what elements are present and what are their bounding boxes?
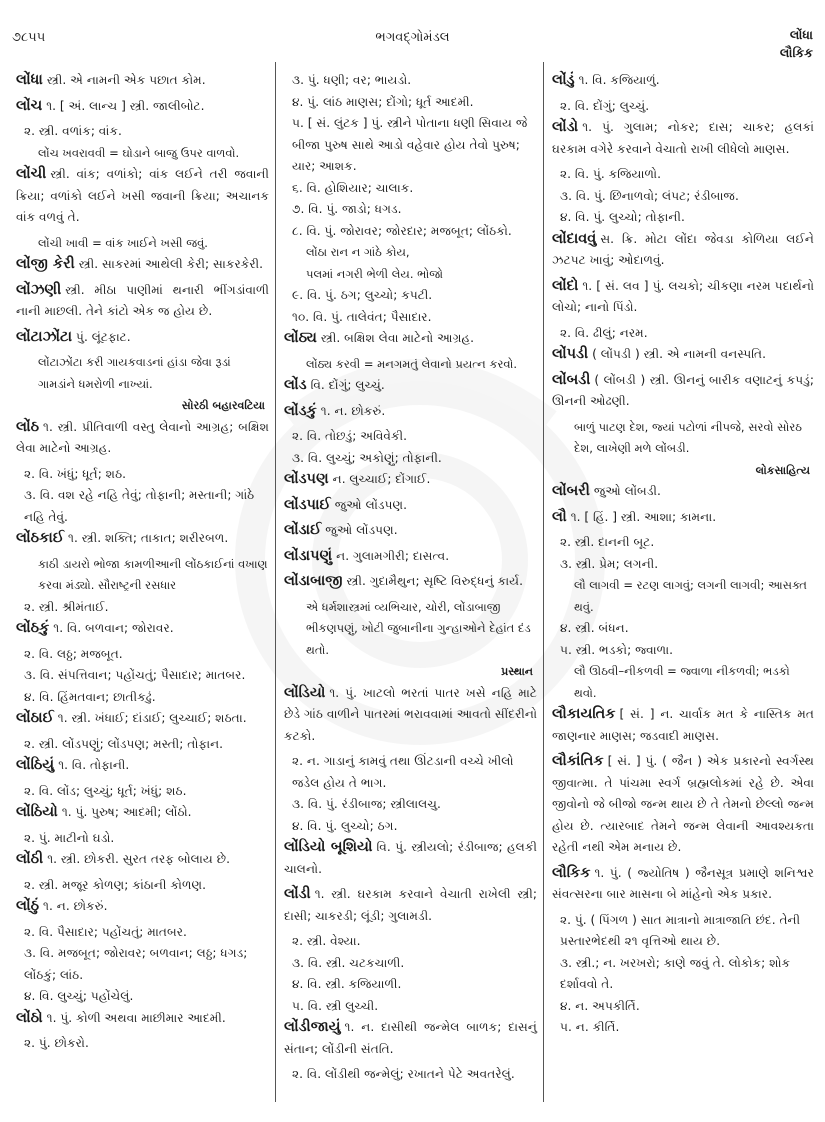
dictionary-entry — [16, 254, 269, 276]
definition-text: સ્ત્રી. સાકરમાં આથેલી કેરી; સાકરકેરી. — [78, 257, 264, 271]
headword: લોંડું — [552, 72, 575, 88]
definition-text: ૧. [ હિં. ] સ્ત્રી. આશા; કામના. — [570, 509, 717, 524]
definition-text: [ સં. ] ન. ચાર્વાક મત કે નાસ્તિક મત જાણનાર માણસ; જડવાદી માણસ. — [552, 707, 814, 743]
definition-text: જુઓ લોંબડી. — [593, 484, 661, 498]
dictionary-entry — [16, 70, 269, 92]
dictionary-entry — [552, 276, 814, 319]
headword: લોંડાપણું — [284, 547, 333, 564]
definition-text: ૧. પું. ખાટલો ભરતાં પાતર ખસે નહિ માટે છેડે ગાંઠ વાળીને પાતરમાં ભરાવવામાં આવતો સીંદરીનો કટકો. — [284, 685, 537, 743]
dictionary-entry — [284, 520, 537, 542]
definition-text: પું. લૂંટફાટ. — [76, 329, 131, 344]
sense-line: ૧૦. વિ. પું. તાલેવંત; પૈસાદાર. — [292, 309, 432, 324]
definition-text: ( લોંબડી ) સ્ત્રી. ઊનનું બારીક વણાટનું કપડું; ઊનની ઓઢણી. — [552, 372, 814, 408]
sense-line: ૮. વિ. પું. જોરાવર; જોરદાર; મજબૂત; લોંઠકો. — [292, 223, 512, 238]
definition-text: ૧. સ્ત્રી. છોકરી. સુરત તરફ બોલાય છે. — [47, 852, 231, 866]
definition-text: સ્ત્રી. એ નામની એક પછાત કોમ. — [46, 73, 206, 87]
dictionary-entry — [552, 751, 814, 859]
dictionary-entry — [16, 164, 269, 229]
sense-line: ૫. વિ. સ્ત્રી લુચ્ચી. — [292, 998, 379, 1013]
sense-line: ૨. વિ. પૈસાદાર; પહોંચતું; માતબર. — [24, 924, 187, 939]
dictionary-entry — [284, 1017, 537, 1060]
definition-text: ૧. પું. ( જ્યોતિષ ) જૈનસૂત્ર પ્રમાણે શનિશ્વર સંવત્સરના બાર માસના બે માંહેનો એક પ્રકાર. — [552, 865, 814, 901]
definition-text: ૧. સ્ત્રી. ખંધાઈ; દાંડાઈ; લુચ્ચાઈ; શઠતા. — [57, 711, 247, 725]
headword: લોંડાઈ — [284, 522, 322, 538]
guide-words — [780, 26, 813, 62]
headword: લોંડી — [284, 886, 311, 902]
headword: લોંડકું — [284, 402, 317, 419]
sense-line: ૫. સ્ત્રી. ભડકો; જ્વાળા. — [560, 642, 674, 657]
definition-text: જુઓ લોંડપણ. — [325, 523, 398, 537]
source-citation: પ્રસ્થાન — [501, 665, 533, 678]
dictionary-entry — [552, 370, 814, 413]
sense-line: ૩. વિ. વશ રહે નહિ તેવું; તોફાની; મસ્તાની; ગાંઠે નહિ તેવું. — [24, 488, 255, 524]
page-header — [0, 0, 825, 70]
definition-text: ૧. વિ. તોફાની. — [58, 758, 130, 772]
sense-line: ૫. ન. કીર્તિ. — [560, 1020, 620, 1034]
sense-line: ૫. [ સં. લુંટક ] પું. સ્ત્રીને પોતાના ધણી સિવાય જે બીજા પુરુષ સાથે આડો વહેવાર હોય તેવો પુરુષ; યાર; આશક. — [292, 116, 528, 173]
headword: લોંડિયો બૂશિયો — [284, 839, 373, 855]
dictionary-columns — [8, 62, 820, 1102]
definition-text: ૧. પું. કોળી અથવા માછીમાર આદમી. — [46, 1010, 226, 1025]
definition-text: ૧. વિ. કજિયાળું. — [578, 73, 660, 87]
sense-line: ૨. વિ. ખંધું; ધૂર્ત; શઠ. — [24, 466, 127, 481]
sense-line: ૪. વિ. હિંમતવાન; છાતીકઢું. — [24, 689, 156, 704]
headword: લોંઠી — [16, 851, 44, 867]
dictionary-entry — [284, 884, 537, 927]
sense-line: ૭. વિ. પું. જાડો; ધગડ. — [292, 202, 402, 216]
headword: લોંટાઝોંટા — [16, 328, 73, 345]
sense-line: ૨. વિ. લોંડ; લુચ્ચું; ધૂર્ત; ખંધું; શઠ. — [24, 783, 187, 798]
headword: લૌ — [552, 508, 567, 525]
headword: લૌકાયતિક — [552, 706, 616, 722]
sense-line: ૨. સ્ત્રી. દાનની બૂટ. — [560, 535, 655, 549]
sense-line: ૪. વિ. પું. લુચ્ચો; ઠગ. — [292, 818, 398, 833]
definition-text: ૧. ન. દાસીથી જન્મેલ બાળક; દાસનું સંતાન; લોંડીની સંતતિ. — [284, 1020, 537, 1056]
dictionary-entry — [16, 417, 269, 460]
definition-text: [ સં. ] પું. ( જૈન ) એક પ્રકારનો સ્વર્ગસ્થ જીવાત્મા. તે પાંચમા સ્વર્ગ બ્રહ્મલોકમાં રહે છે. એવા જીવોનો જે બીજો જન્મ થાય છે તે તેમનો છેલ્લો જન્મ હોય છે. ત્યારબાદ તેમને જન્મ લેવાની આવશ્યકતા રહેતી નથી એમ મનાય છે. — [552, 754, 814, 854]
headword: લોંપડી — [552, 346, 589, 362]
sense-line: ૨. સ્ત્રી. લોંડપણું; લોંડપણ; મસ્તી; તોફાન. — [24, 736, 224, 751]
running-title: ભગવદ્ગોમંડલ — [375, 30, 450, 45]
headword: લોંઠિયું — [16, 757, 55, 773]
dictionary-entry — [16, 708, 269, 730]
example-quote: લોંઠ્ય કરવી = મનગમતું લેવાનો પ્રયત્ન કરવો. — [306, 356, 518, 371]
sense-line: ૨. વિ. લઠ્ઠ; મજબૂત. — [24, 646, 123, 661]
dictionary-entry — [552, 344, 814, 366]
definition-text: ૧. વિ. બળવાન; જોરાવર. — [53, 621, 174, 635]
dictionary-entry — [552, 481, 814, 503]
dictionary-entry — [16, 896, 269, 918]
dictionary-entry — [284, 469, 537, 491]
dictionary-entry — [552, 704, 814, 747]
sense-line: ૨. પું. માટીનો ઘડો. — [24, 830, 115, 845]
column-3 — [544, 62, 820, 1102]
dictionary-entry — [284, 375, 537, 397]
dictionary-entry — [16, 849, 269, 871]
definition-text: સ્ત્રી. મીઠા પાણીમાં થનારી ભીંગડાંવાળી નાની માછલી. તેને કાંટો એક જ હોય છે. — [16, 282, 269, 318]
column-1 — [8, 62, 276, 1102]
definition-text: ( લોંપડી ) સ્ત્રી. એ નામની વનસ્પતિ. — [592, 347, 766, 361]
headword: લૌકિક — [552, 864, 591, 881]
headword: લોંડ — [284, 377, 307, 393]
headword: લોંઠકાઈ — [16, 530, 65, 546]
dictionary-entry — [284, 401, 537, 423]
dictionary-entry — [16, 802, 269, 824]
headword: લોંબરી — [552, 483, 590, 499]
dictionary-entry — [16, 280, 269, 323]
dictionary-entry — [16, 1008, 269, 1030]
definition-text: ૧. સ્ત્રી. પ્રીતિવાળી વસ્તુ લેવાનો આગ્રહ; બક્ષિશ લેવા માટેનો આગ્રહ. — [16, 419, 269, 455]
headword: લોંઠો — [16, 1009, 43, 1026]
headword: લોંઠ્ય — [284, 330, 317, 346]
dictionary-entry — [284, 328, 537, 350]
definition-text: ન. લુચ્ચાઈ; દોંગાઈ. — [332, 472, 431, 486]
sense-line: ૩. વિ. લુચ્ચું; અકોણું; તોફાની. — [292, 450, 442, 465]
example-quote: બાળું પાટણ દેશ, જ્યાં પટોળાં નીપજે, સરવો સોરઠ દેશ, લાખેણી મળે લોંબડી. — [574, 419, 802, 455]
dictionary-entry — [552, 70, 814, 92]
definition-text: સ્ત્રી. ગુદામૈથુન; સૃષ્ટિ વિરુદ્ધનું કાર્ય. — [346, 574, 523, 588]
definition-text: ૧. સ્ત્રી. ઘરકામ કરવાને વેચાતી રાખેલી સ્ત્રી; દાસી; ચાકરડી; લૂંડી; ગુલામડી. — [284, 887, 537, 923]
example-quote: કાઠી ડાયરો ભોજા કામળીઆની લોંઠકાઈનાં વખાણ કરવા મંડ્યો. સૌરાષ્ટ્રની રસધાર — [38, 556, 268, 592]
sense-line: ૪. સ્ત્રી. બંધન. — [560, 621, 629, 635]
definition-text: ૧. સ્ત્રી. શક્તિ; તાકાત; શરીરબળ. — [68, 531, 229, 545]
sense-line: ૨. વિ. દોંગું; લુચ્ચું. — [560, 98, 650, 113]
headword: લોંડો — [552, 119, 579, 135]
dictionary-entry — [284, 495, 537, 517]
definition-text: વિ. દોંગું; લુચ્ચું. — [310, 378, 385, 392]
headword: લોંઝણી — [16, 281, 62, 298]
headword: લોંબડી — [552, 371, 591, 388]
dictionary-entry — [16, 528, 269, 550]
example-quote: લોંચ ખવરાવવી = ઘોડાને બાજુ ઉપર વાળવો. — [38, 145, 240, 160]
sense-line: ૩. વિ. પું. રંડીબાજ; સ્ત્રીલાલચુ. — [292, 797, 441, 811]
headword: લૌકાંતિક — [552, 753, 604, 769]
sense-line: ૨. સ્ત્રી. શ્રીમંતાઈ. — [24, 599, 109, 614]
definition-text: સ. ક્રિ. મોટા લોંદા જેવડા કોળિયા લઈને ઝટપટ ખાવું; ઓદાળવું. — [552, 231, 814, 267]
headword: લોંડિયો — [284, 684, 326, 701]
sense-line: ૩. વિ. પું. છિનાળવો; લંપટ; રંડીબાજ. — [560, 188, 739, 203]
headword: લોંડાબાજી — [284, 573, 343, 589]
sense-line: ૨. પું. છોકરો. — [24, 1036, 89, 1050]
dictionary-entry — [284, 837, 537, 880]
sense-line: ૪. ન. અપકીર્તિ. — [560, 998, 640, 1013]
definition-text: ૧. ન. છોકરું. — [43, 899, 108, 913]
page-number: ૭૮૫૫ — [12, 30, 46, 45]
sense-line: ૨. વિ. પું. કજિયાળો. — [560, 167, 661, 181]
headword: લોંઠું — [16, 898, 40, 914]
dictionary-entry — [552, 229, 814, 272]
guide-word-first: લોંધા — [789, 27, 813, 42]
sense-line: ૨. પું. ( પિંગળ ) સાત માત્રાનો માત્રાજાતિ છંદ. તેની પ્રસ્તારભેદથી ૨૧ વૃત્તિઓ થાય છે. — [560, 912, 801, 948]
sense-line: ૨. વિ. લોંડીથી જન્મેલું; રખાતને પેટે અવતરેલું. — [292, 1067, 515, 1081]
headword: લોંડપાઈ — [284, 496, 331, 513]
guide-word-last: લૌકિક — [779, 45, 813, 60]
definition-text: ૧. [ અં. લાન્ચ ] સ્ત્રી. જાલીબોટ. — [46, 98, 205, 113]
sense-line: ૪. વિ. પું. લુચ્ચો; તોફાની. — [560, 210, 685, 224]
definition-text: ૧. પું. ગુલામ; નોકર; દાસ; ચાકર; હલકાં ઘરકામ વગેરે કરવાને વેચાતો રાખી લીધેલો માણસ. — [552, 120, 814, 156]
sense-line: ૯. વિ. પું. ઠગ; લુચ્ચો; કપટી. — [292, 288, 433, 302]
example-quote: લોંચી ખાવી = વાંક ખાઈને ખસી જવું. — [38, 235, 208, 250]
dictionary-entry — [284, 683, 537, 748]
example-quote: લૌ ઊઠવી–નીકળવી = જ્વાળા નીકળવી; ભડકો થવો. — [574, 664, 790, 700]
example-quote: લોંટાઝોંટા કરી ગાયકવાડનાં હાંડા જેવા રૂડાં ગામડાંને ધમરોળી નાખ્યાં. — [38, 355, 231, 391]
definition-text: ન. ગુલામગીરી; દાસત્વ. — [336, 548, 450, 563]
headword: લોંઠિયો — [16, 804, 58, 820]
headword: લોંઠ — [16, 418, 40, 435]
sense-line: ૩. વિ. સંપત્તિવાન; પહોંચતું; પૈસાદાર; માતબર. — [24, 668, 246, 682]
headword: લોંદાવવું — [552, 230, 597, 247]
definition-text: સ્ત્રી. બક્ષિશ લેવા માટેનો આગ્રહ. — [320, 331, 475, 345]
sense-line: ૨. સ્ત્રી. મજૂર કોળણ; કાંઠાની કોળણ. — [24, 877, 206, 892]
sense-line: ૨. ન. ગાડાનું કામવું તથા ઊંટડાની વચ્ચે ખીલો જડેલ હોય તે ભાગ. — [292, 754, 514, 790]
sense-line: ૩. પું. ધણી; વર; ભાયડો. — [292, 73, 412, 87]
dictionary-entry — [284, 571, 537, 593]
headword: લોંડીજાયું — [284, 1019, 341, 1035]
dictionary-entry — [552, 863, 814, 906]
headword: લોંજી કેરી — [16, 256, 75, 272]
example-quote: લોંઠા રાન ન ગાંઠે કોય, — [306, 245, 410, 259]
headword: લોંચી — [16, 166, 47, 182]
headword: લોંઠાઈ — [16, 710, 54, 726]
sense-line: ૨. સ્ત્રી. વેશ્યા. — [292, 934, 361, 948]
sense-line: ૨. વિ. તોછડું; અવિવેકી. — [292, 429, 407, 443]
dictionary-entry — [16, 327, 269, 349]
definition-text: સ્ત્રી. વાંક; વળાંકો; વાંક લઈને તરી જવાની ક્રિયા; વળાંકો લઈને ખસી જવાની ક્રિયા; અચાનક વાંક વળવું તે. — [16, 167, 269, 224]
sense-line: ૨. સ્ત્રી. વળાંક; વાંક. — [24, 124, 122, 138]
sense-line: ૩. સ્ત્રી. પ્રેમ; લગની. — [560, 556, 659, 571]
sense-line: ૩. વિ. મજબૂત; જોરાવર; બળવાન; લઠ્ઠ; ધગડ; લોંઠકું; લાંઠ. — [24, 946, 248, 982]
sense-line: ૪. પું. લાંઠ માણસ; દોંગો; ધૂર્ત આદમી. — [292, 94, 474, 109]
headword: લોંઠકું — [16, 620, 50, 636]
source-citation: સોરઠી બહારવટિયા — [181, 399, 265, 412]
sense-line: ૪. વિ. લુચ્ચું; પહોંચેલું. — [24, 989, 134, 1003]
dictionary-entry — [16, 618, 269, 640]
source-citation: લોકસાહિત્ય — [755, 463, 810, 477]
dictionary-entry — [284, 546, 537, 568]
definition-text: ૧. પું. પુરુષ; આદમી; લોંઠો. — [61, 805, 192, 819]
column-2 — [276, 62, 544, 1102]
dictionary-entry — [16, 755, 269, 777]
dictionary-entry — [552, 117, 814, 160]
example-quote: લૌ લાગવી = રટણ લાગવું; લગની લાગવી; આસક્ત થવું. — [574, 578, 807, 614]
dictionary-entry — [552, 507, 814, 529]
dictionary-entry — [16, 96, 269, 118]
example-quote: પલમાં નગરી ભેળી લેય. ભોજો — [306, 266, 443, 281]
sense-line: ૩. વિ. સ્ત્રી. ચટકચાળી. — [292, 955, 405, 970]
definition-text: જુઓ લોંડપણ. — [334, 497, 407, 512]
definition-text: ૧. ન. છોકરું. — [320, 403, 386, 418]
headword: લોંડપણ — [284, 471, 329, 487]
headword: લોંદો — [552, 277, 579, 294]
headword: લોંધા — [16, 72, 43, 88]
headword: લોંચ — [16, 97, 43, 114]
example-quote: એ ધર્મશાસ્ત્રમાં વ્યભિચાર, ચોરી, લોંડાબાજી ભીકણપણું, ખોટી જુબાનીના ગુન્હાઓને દેહાંત દંડ થતો. — [306, 599, 531, 657]
sense-line: ૬. વિ. હોશિયાર; ચાલાક. — [292, 180, 414, 195]
sense-line: ૨. વિ. ઢીલું; નરમ. — [560, 325, 648, 340]
definition-text: વિ. પું. સ્ત્રીયલો; રંડીબાજ; હલકી ચાલનો. — [284, 840, 537, 876]
definition-text: ૧. [ સં. લવ ] પું. લચકો; ચીકણા નરમ પદાર્થનો લોચો; નાનો પિંડો. — [552, 278, 814, 314]
sense-line: ૩. સ્ત્રી.; ન. ખરખરો; કાણે જવું તે. લોકોક; શોક દર્શાવવો તે. — [560, 955, 791, 991]
sense-line: ૪. વિ. સ્ત્રી. કજિયાળી. — [292, 977, 402, 991]
